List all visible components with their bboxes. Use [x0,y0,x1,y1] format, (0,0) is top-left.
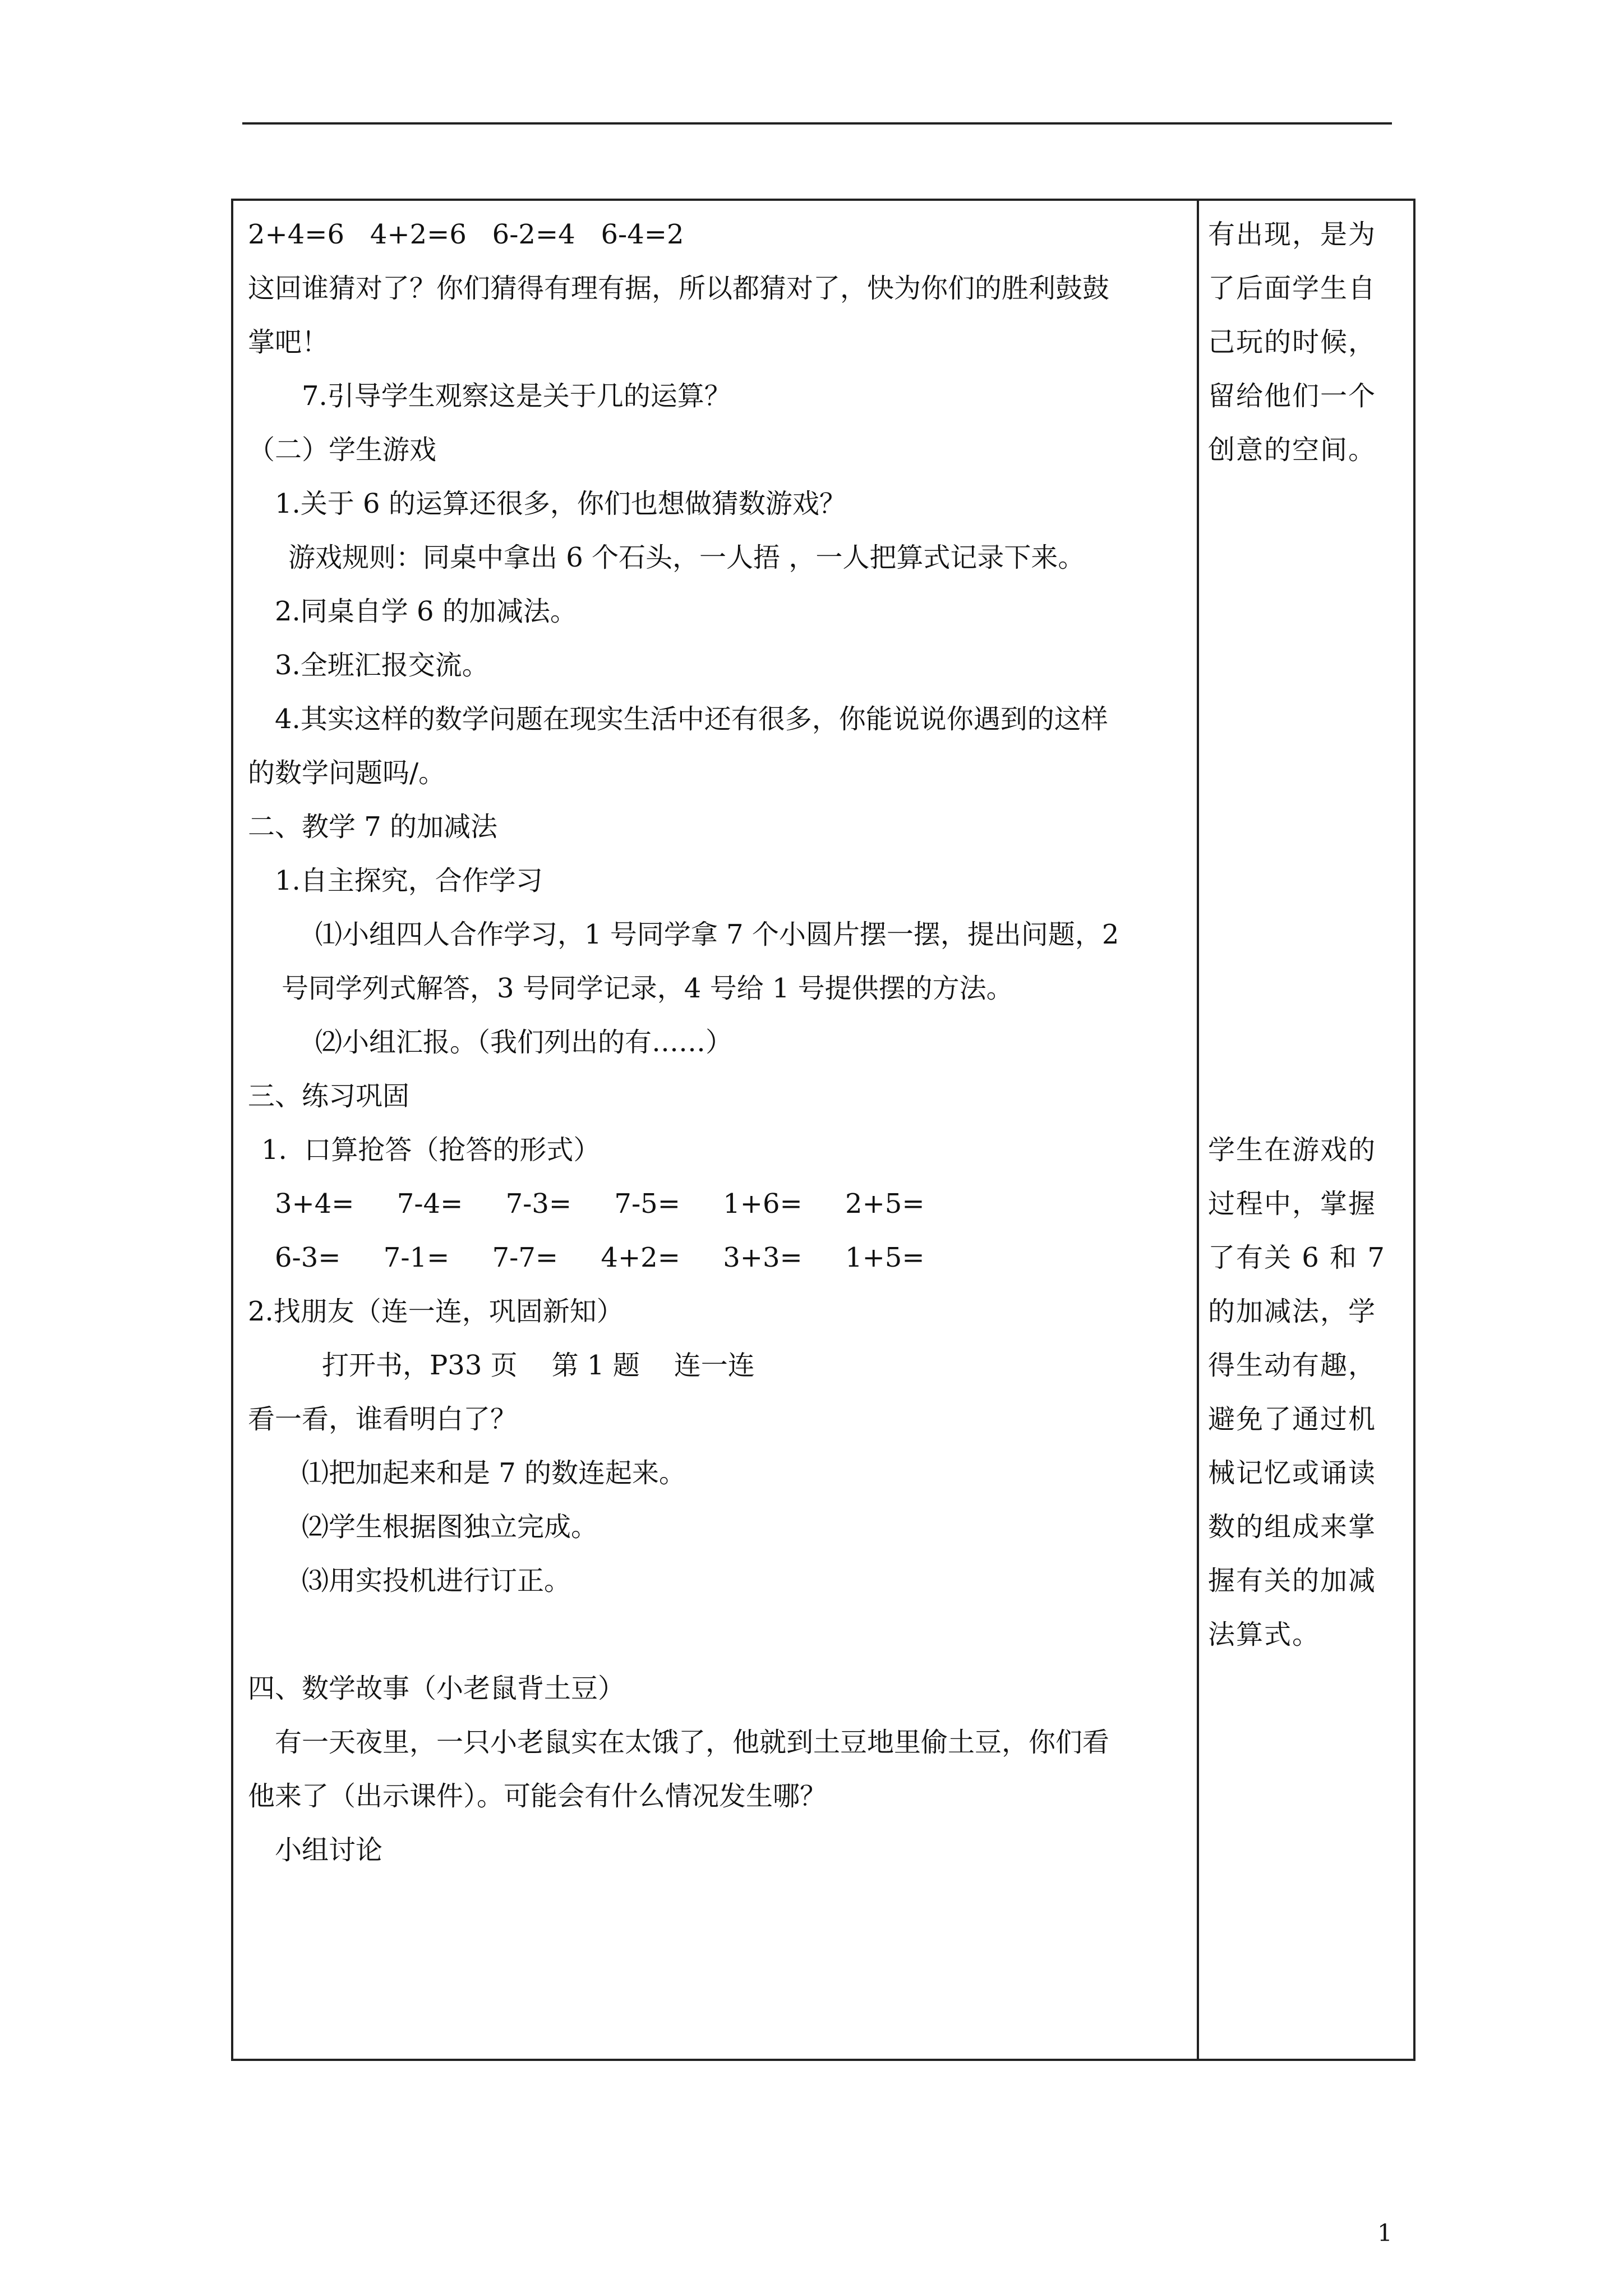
lesson-text-line: 3+4= 7-4= 7-3= 7-5= 1+6= 2+5= [275,1188,925,1220]
lesson-text-line: 打开书，P33 页 第 1 题 连一连 [322,1350,755,1381]
page-number: 1 [1377,2219,1393,2247]
lesson-text-line: 掌吧！ [248,326,329,358]
lesson-text-line: 6-3= 7-1= 7-7= 4+2= 3+3= 1+5= [275,1242,925,1273]
lesson-text-line: 3.全班汇报交流。 [275,650,489,681]
lesson-text-line: ⑵小组汇报。（我们列出的有……） [315,1027,733,1058]
lesson-text-line: 2.找朋友（连一连，巩固新知） [248,1296,624,1327]
lesson-text-line: ⑴小组四人合作学习，1 号同学拿 7 个小圆片摆一摆，提出问题，2 [315,919,1119,950]
lesson-text-line: 号同学列式解答，3 号同学记录，4 号给 1 号提供摆的方法。 [282,973,1013,1004]
header-rule [242,122,1392,125]
design-note-line: 过程中，掌握 [1208,1188,1377,1220]
design-note-line: 创意的空间。 [1208,434,1377,466]
lesson-text-line: （二）学生游戏 [248,434,437,466]
design-note-line: 了有关 6 和 7 [1208,1242,1386,1273]
lesson-text-line: 三、练习巩固 [248,1080,410,1112]
lesson-text-line: 有一天夜里，一只小老鼠实在太饿了，他就到土豆地里偷土豆，你们看 [275,1727,1110,1758]
lesson-text-line: 1.自主探究，合作学习 [275,865,543,896]
lesson-text-line: ⑵学生根据图独立完成。 [302,1511,598,1543]
lesson-text-line: ⑶用实投机进行订正。 [302,1565,571,1596]
lesson-text-line: 这回谁猜对了？你们猜得有理有据，所以都猜对了，快为你们的胜利鼓鼓 [248,273,1110,304]
design-note-line: 数的组成来掌 [1208,1511,1377,1543]
design-note-line: 有出现，是为 [1208,219,1377,250]
column-divider [1197,201,1199,2059]
design-note-line: 得生动有趣， [1208,1350,1377,1381]
lesson-table [231,199,1415,2061]
design-note-line: 法算式。 [1208,1619,1321,1650]
design-note-line: 了后面学生自 [1208,273,1377,304]
design-note-line: 避免了通过机 [1208,1404,1377,1435]
lesson-text-line: 的数学问题吗/。 [248,757,446,789]
design-note-line: 握有关的加减 [1208,1565,1377,1596]
lesson-text-line: 看一看，谁看明白了？ [248,1404,518,1435]
lesson-text-line: 1.关于 6 的运算还很多，你们也想做猜数游戏？ [275,488,846,519]
lesson-text-line: 游戏规则：同桌中拿出 6 个石头，一人捂 ，一人把算式记录下来。 [288,542,1085,573]
lesson-text-line: ⑴把加起来和是 7 的数连起来。 [302,1457,686,1489]
design-note-line: 己玩的时候， [1208,326,1377,358]
design-note-line: 械记忆或诵读 [1208,1457,1377,1489]
lesson-text-line: 4.其实这样的数学问题在现实生活中还有很多，你能说说你遇到的这样 [275,703,1108,735]
lesson-text-line: 小组讨论 [275,1834,383,1866]
design-note-line: 留给他们一个 [1208,380,1377,412]
lesson-text-line: 他来了（出示课件）。可能会有什么情况发生哪？ [248,1780,827,1812]
design-note-line: 学生在游戏的 [1208,1134,1377,1166]
design-note-line: 的加减法，学 [1208,1296,1377,1327]
lesson-text-line: 1. 口算抢答（抢答的形式） [261,1134,601,1166]
lesson-text-line: 2.同桌自学 6 的加减法。 [275,596,577,627]
lesson-text-line: 二、教学 7 的加减法 [248,811,498,843]
lesson-text-line: 四、数学故事（小老鼠背土豆） [248,1673,625,1704]
lesson-text-line: 7.引导学生观察这是关于几的运算？ [302,380,731,412]
lesson-text-line: 2+4=6 4+2=6 6-2=4 6-4=2 [248,219,684,250]
